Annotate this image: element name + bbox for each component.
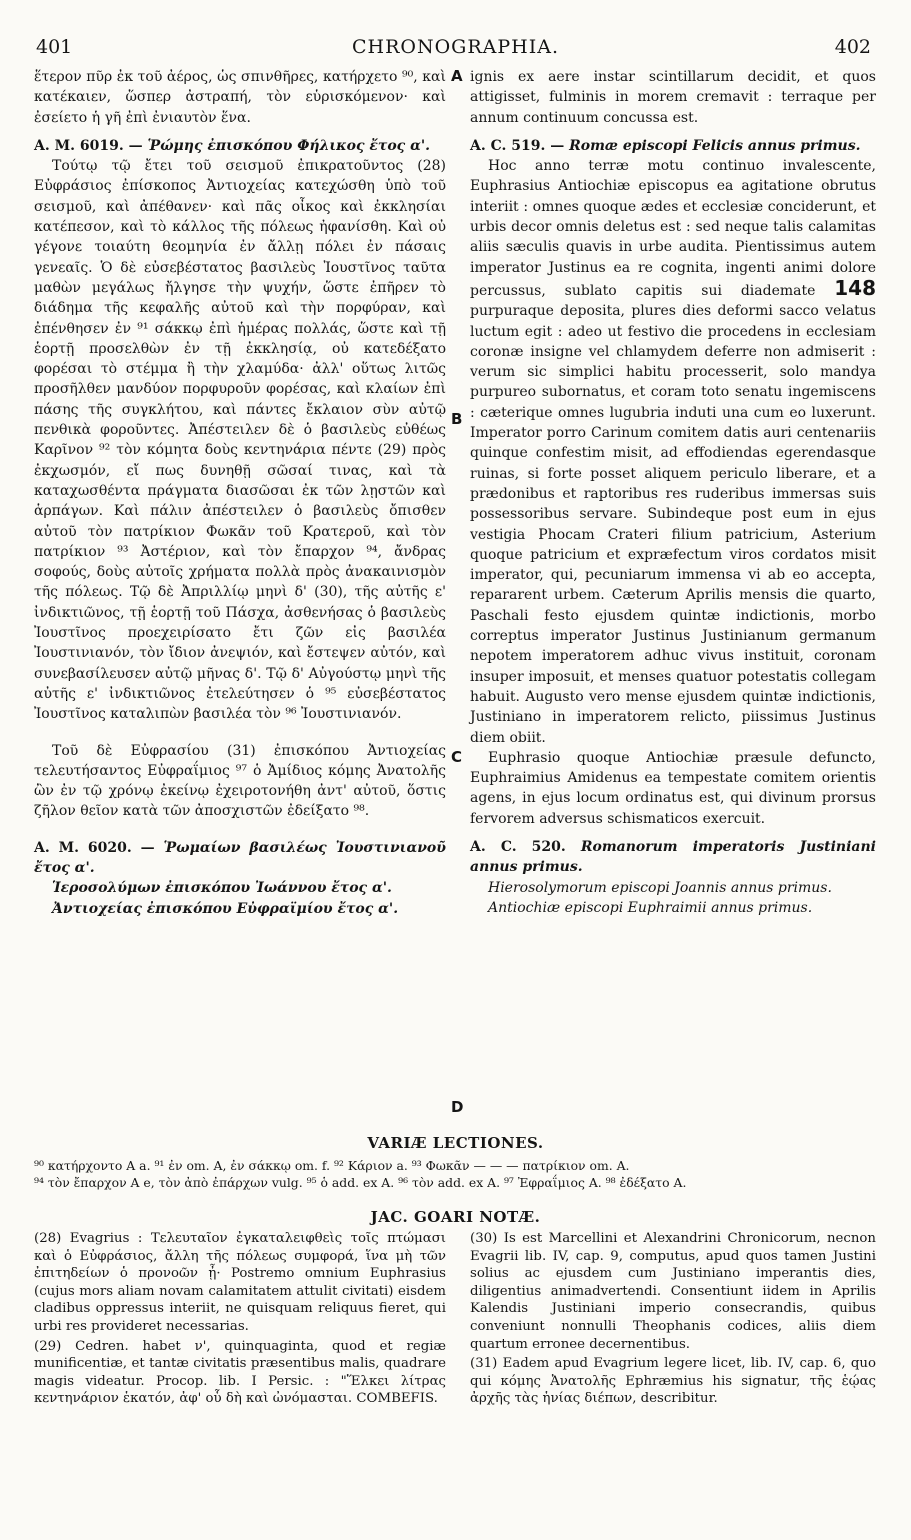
margin-letter-d: D <box>451 1098 464 1116</box>
latin-bishop-antioch: Antiochiæ episcopi Euphraimii annus primus. <box>488 899 813 916</box>
greek-year-label: A. M. 6019. — <box>34 137 148 154</box>
variae-line-2: ⁹⁴ τὸν ἔπαρχον A e, τὸν ἀπὸ ἐπάρχων vulg. ⁹⁵ ὁ add. ex A. ⁹⁶ τὸν add. ex A. ⁹⁷ Ἐφραΐμιος A. ⁹⁸ ἐδέξατο A. <box>34 1175 687 1190</box>
latin-year-title: Romanorum imperatoris Justiniani annus primus. <box>470 838 876 876</box>
greek-year-title: Ῥωμαίων βασιλέως Ἰουστινιανοῦ ἔτος α'. <box>34 839 446 876</box>
running-header <box>34 36 877 60</box>
note-29: (29) Cedren. habet ν', quinquaginta, quod et regiæ munificentiæ, et tantæ civitatis præsentibus malis, quadrare magis videatur. Procop. lib. I Persic. : "Ἕλκει λίτρας κεντηνάριον ἑκατόν, ἀφ' οὗ δὴ καὶ ὠνόμασται. COMBEFIS. <box>34 1338 446 1407</box>
margin-letter-c: C <box>451 748 463 766</box>
latin-year-heading-519 <box>470 136 876 156</box>
latin-year-label: A. C. 519. — <box>470 137 570 154</box>
greek-bishop-antioch-text: Ἀντιοχείας ἐπισκόπου Εὐφραϊμίου ἔτος α'. <box>52 900 399 917</box>
greek-column <box>34 67 446 919</box>
note-28: (28) Evagrius : Τελευταῖον ἐγκαταλειφθεὶς τοῖς πτώμασι καὶ ὁ Εὐφράσιος, ἄλλη τῆς πόλεως συμφορά, ἵνα μὴ τῶν ἐπιτηδείων ὁ προνοῶν ᾖ· Postremo omnium Euphrasius (cujus mors aliam novam calamitatem attulit civitati) eisdem cladibus oppressus interiit, ne quisquam reliquus fieret, qui urbi res provideret necessarias. <box>34 1231 446 1334</box>
notes-right-column <box>470 1230 876 1410</box>
margin-letter-b: B <box>451 410 463 428</box>
greek-year-title: Ῥώμης ἐπισκόπου Φήλικος ἔτος α'. <box>147 137 431 154</box>
latin-column <box>470 67 876 918</box>
greek-year-heading-6019 <box>34 136 446 156</box>
greek-bishop-jerusalem-text: Ἱεροσολύμων ἐπισκόπου Ἰωάννου ἔτος α'. <box>52 880 392 897</box>
column-number-badge: 148 <box>834 275 877 300</box>
page-number-right: 402 <box>834 36 871 58</box>
latin-paragraph-2a: Hoc anno terræ motu continuo invalescente, Euphrasius Antiochiæ episcopus ea agitatione obrutus interiit : omnes quoque ædes et ecclesiæ conciderunt, et urbis decor omnis deletus est : sed neque talis calamitas aliis sæculis quavis in urbe audita. Pientissimus autem imperator Justinus ea re cognita, ingenti animi dolore percussus, sublato capitis sui diademate <box>470 158 876 299</box>
greek-paragraph-3: Τοῦ δὲ Εὐφρασίου (31) ἐπισκόπου Ἀντιοχείας τελευτήσαντος Εὐφραΐμιος ⁹⁷ ὁ Ἀμίδιος κόμης Ἀνατολῆς ὢν ἐν τῷ χρόνῳ ἐκείνῳ ἐχειροτονήθη ἀντ' αὐτοῦ, ὅστις ζῆλον θεῖον κατὰ τῶν ἀποσχιστῶν ἐδείξατο ⁹⁸. <box>34 742 446 820</box>
latin-year-heading-520 <box>470 837 876 878</box>
note-31: (31) Eadem apud Evagrium legere licet, lib. IV, cap. 6, quo qui κόμης Ἀνατολῆς Ephræmius his signatur, τῆς ἑῴας ἀρχῆς τὰς ἡνίας διέπων, describitur. <box>470 1356 876 1407</box>
variae-lectiones-title: VARIÆ LECTIONES. <box>367 1134 544 1152</box>
margin-letter-a: A <box>451 67 463 85</box>
notae-title: JAC. GOARI NOTÆ. <box>370 1208 541 1226</box>
variae-lectiones <box>34 1157 877 1191</box>
greek-bishop-antioch <box>34 899 446 919</box>
latin-paragraph-1: ignis ex aere instar scintillarum decidit, et quos attigisset, fulminis in morem cremavit : terraque per annum continuum concussa est. <box>470 69 876 126</box>
latin-paragraph-3: Euphrasio quoque Antiochiæ præsule defuncto, Euphraimius Amidenus ea tempestate comitem orientis agens, in ejus locum ordinatus est, qui divinum prorsus fervorem adversus schismaticos exercuit. <box>470 749 876 827</box>
greek-paragraph-1: ἕτερον πῦρ ἐκ τοῦ ἀέρος, ὡς σπινθῆρες, κατήρχετο ⁹⁰, καὶ κατέκαιεν, ὥσπερ ἀστραπή, τὸν εὑρισκόμενον· καὶ ἐσείετο ἡ γῆ ἐπὶ ἐνιαυτὸν ἕνα. <box>34 69 446 126</box>
notes-left-column <box>34 1230 446 1410</box>
latin-bishop-jerusalem: Hierosolymorum episcopi Joannis annus primus. <box>488 879 832 896</box>
greek-paragraph-2: Τούτῳ τῷ ἔτει τοῦ σεισμοῦ ἐπικρατοῦντος (28) Εὐφράσιος ἐπίσκοπος Ἀντιοχείας κατεχώσθη ὑπὸ τοῦ σεισμοῦ, καὶ ἀπέθανεν· καὶ πᾶς οἶκος καὶ ἐκκλησίαι κατέπεσον, καὶ τὸ κάλλος τῆς πόλεως ἠφανίσθη. Καὶ οὐ γέγονε τοιαύτη θεομηνία ἐν ἄλλῃ πόλει ἐν πάσαις γενεαῖς. Ὁ δὲ εὐσεβέστατος βασιλεὺς Ἰουστῖνος ταῦτα μαθὼν μεγάλως ἤλγησε τὴν ψυχήν, ὥστε ἐπῆρεν τὸ διάδημα τῆς κεφαλῆς αὐτοῦ καὶ τὴν πορφύραν, καὶ ἐπένθησεν ἐν ⁹¹ σάκκῳ ἐπὶ ἡμέρας πολλάς, ὥστε καὶ τῇ ἑορτῇ προσελθὼν ἐν τῇ ἐκκλησίᾳ, οὐ κατεδέξατο φορέσαι τὸ στέμμα ἢ τὴν χλαμύδα· ἀλλ' οὕτως λιτῶς προσῆλθεν μανδύον πορφυροῦν φορέσας, καὶ κλαίων ἐπὶ πάσης τῆς συγκλήτου, καὶ πάντες ἔκλαιον σὺν αὐτῷ πενθικὰ φοροῦντες. Ἀπέστειλεν δὲ ὁ βασιλεὺς εὐθέως Καρῖνον ⁹² τὸν κόμητα δοὺς κεντηνάρια πέντε (29) πρὸς ἐκχωσμόν, εἴ πως δυνηθῇ σῶσαί τινας, καὶ τὰ καταχωσθέντα πράγματα διασῶσαι ἐκ τῶν λῃστῶν καὶ ἁρπάγων. Καὶ πάλιν ἀπέστειλεν ὁ βασιλεὺς ὄπισθεν αὐτοῦ τὸν πατρίκιον Φωκᾶν τοῦ Κρατεροῦ, καὶ τὸν πατρίκιον ⁹³ Ἀστέριον, καὶ τὸν ἔπαρχον ⁹⁴, ἄνδρας σοφούς, δοὺς αὐτοῖς χρήματα πολλὰ πρὸς ἀνακαινισμὸν τῆς πόλεως. Τῷ δὲ Ἀπριλλίῳ μηνὶ δ' (30), τῆς αὐτῆς ε' ἰνδικτιῶνος, τῇ ἑορτῇ τοῦ Πάσχα, ἀσθενήσας ὁ βασιλεὺς Ἰουστῖνος προεχειρίσατο ἔτι ζῶν εἰς βασιλέα Ἰουστινιανόν, τὸν ἴδιον ἀνεψιόν, καὶ ἔστεψεν αὐτόν, καὶ συνεβασίλευσεν αὐτῷ μῆνας δ'. Τῷ δ' Αὐγούστῳ μηνὶ τῆς αὐτῆς ε' ἰνδικτιῶνος ἐτελεύτησεν ὁ ⁹⁵ εὐσεβέστατος Ἰουστῖνος καταλιπὼν βασιλέα τὸν ⁹⁶ Ἰουστινιανόν. <box>34 158 446 723</box>
latin-paragraph-2b: purpuraque deposita, plures dies deformi sacco velatus luctum egit : adeo ut festivo die procedens in ecclesiam coronæ insigne vel chlamydem deferre non admiserit : verum sic simplici habitu processerit, solo mandya purpureo subornatus, et coram toto senatu ingemiscens : cæterique omnes lugubria induti una cum eo luxerunt. Imperator porro Carinum comitem datis auri centenariis quinque confestim misit, ad effodiendas egerendasque ruinas, si forte posset aliquem periculo liberare, et a prædonibus et raptoribus res ruderibus immersas suis possessoribus servare. Subindeque post eum in ejus vestigia Phocam Crateri filium patricium, Asterium quoque patricium et expræfectum viros cordatos misit imperator, qui, pecuniarum immensa vi ab eo accepta, repararent urbem. Cæterum Aprilis mensis die quarto, Paschali festo ejusdem quintæ indictionis, morbo correptus imperator Justinus Justinianum germanum nepotem imperatorem adhuc vivus instituit, coronam insuper imposuit, et menses quatuor potestatis collegam habuit. Augusto vero mense ejusdem quintæ indictionis, Justiniano in imperatorem relicto, piissimus Justinus diem obiit. <box>470 303 876 746</box>
greek-year-label: A. M. 6020. — <box>34 839 164 856</box>
latin-year-title: Romæ episcopi Felicis annus primus. <box>569 137 861 154</box>
running-title: CHRONOGRAPHIA. <box>351 36 559 58</box>
page-number-left: 401 <box>36 36 73 58</box>
variae-line-1: ⁹⁰ κατήρχοντο A a. ⁹¹ ἐν om. A, ἐν σάκκῳ om. f. ⁹² Κάριον a. ⁹³ Φωκᾶν — — — πατρίκιον om. A. <box>34 1158 630 1173</box>
latin-paragraph-2 <box>470 156 876 748</box>
note-30: (30) Is est Marcellini et Alexandrini Chronicorum, necnon Evagrii lib. IV, cap. 9, computus, apud quos tamen Justini solius ac ejusdem cum Justiniano imperantis dies, diligentius animadvertendi. Consentiunt iidem in Aprilis Kalendis Justiniani imperio consecrandis, quibus conveniunt nonnulli Theophanis codices, aliis diem quartum erronee decernentibus. <box>470 1231 876 1352</box>
latin-year-label: A. C. 520. <box>470 838 581 855</box>
greek-bishop-jerusalem <box>34 878 446 898</box>
greek-year-heading-6020 <box>34 838 446 879</box>
